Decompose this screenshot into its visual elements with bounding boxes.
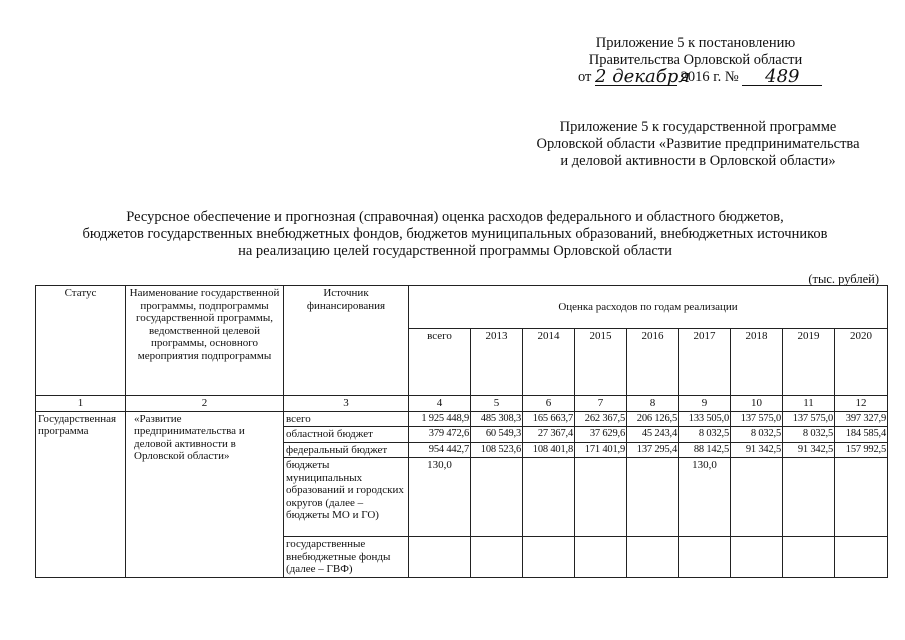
header-year-total: всего bbox=[409, 329, 471, 396]
source-cell: федеральный бюджет bbox=[284, 442, 409, 458]
source-cell: областной бюджет bbox=[284, 427, 409, 443]
value-cell: 206 126,5 bbox=[627, 411, 679, 427]
program-header bbox=[528, 119, 868, 170]
value-cell: 8 032,5 bbox=[679, 427, 731, 443]
value-cell: 954 442,7 bbox=[409, 442, 471, 458]
column-number: 7 bbox=[575, 396, 627, 412]
header-year-2018: 2018 bbox=[731, 329, 783, 396]
value-cell: 8 032,5 bbox=[783, 427, 835, 443]
column-number: 1 bbox=[36, 396, 126, 412]
value-cell bbox=[783, 458, 835, 537]
value-cell bbox=[835, 458, 888, 537]
value-cell: 108 401,8 bbox=[523, 442, 575, 458]
program-status: Государственная программа bbox=[36, 411, 126, 578]
program-name: «Развитие предпринимательства и деловой активности в Орловской области» bbox=[126, 411, 284, 578]
program-header-line3: и деловой активности в Орловской области» bbox=[560, 153, 836, 169]
from-prefix: от bbox=[578, 69, 592, 85]
table-row-total bbox=[36, 411, 888, 427]
resource-table bbox=[35, 285, 888, 578]
decree-header bbox=[578, 35, 813, 86]
column-number: 8 bbox=[627, 396, 679, 412]
column-number: 3 bbox=[284, 396, 409, 412]
header-name: Наименование государственной программы, подпрограммы государственной программы, ведомственной целевой программы, основного мероприятия подпрограммы bbox=[126, 286, 284, 396]
value-cell bbox=[627, 537, 679, 578]
decree-header-line2: Правительства Орловской области bbox=[588, 52, 803, 68]
header-source: Источник финансирования bbox=[284, 286, 409, 396]
column-number: 5 bbox=[471, 396, 523, 412]
value-cell: 485 308,3 bbox=[471, 411, 523, 427]
header-year-2014: 2014 bbox=[523, 329, 575, 396]
value-cell bbox=[731, 537, 783, 578]
value-cell: 88 142,5 bbox=[679, 442, 731, 458]
column-number: 10 bbox=[731, 396, 783, 412]
source-cell: государственные внебюджетные фонды (далее – ГВФ) bbox=[284, 537, 409, 578]
value-cell: 37 629,6 bbox=[575, 427, 627, 443]
value-cell: 91 342,5 bbox=[731, 442, 783, 458]
value-cell: 108 523,6 bbox=[471, 442, 523, 458]
value-cell bbox=[575, 537, 627, 578]
value-cell: 137 575,0 bbox=[783, 411, 835, 427]
value-cell: 137 575,0 bbox=[731, 411, 783, 427]
units-label: (тыс. рублей) bbox=[808, 272, 879, 286]
value-cell: 1 925 448,9 bbox=[409, 411, 471, 427]
value-cell: 45 243,4 bbox=[627, 427, 679, 443]
header-year-2019: 2019 bbox=[783, 329, 835, 396]
column-number: 6 bbox=[523, 396, 575, 412]
column-number: 11 bbox=[783, 396, 835, 412]
header-year-2017: 2017 bbox=[679, 329, 731, 396]
header-year-2020: 2020 bbox=[835, 329, 888, 396]
value-cell bbox=[835, 537, 888, 578]
title-line2: бюджетов государственных внебюджетных фондов, бюджетов муниципальных образований, внебюджетных источников bbox=[82, 226, 828, 242]
header-estimate: Оценка расходов по годам реализации bbox=[409, 286, 888, 329]
value-cell bbox=[523, 537, 575, 578]
column-number: 4 bbox=[409, 396, 471, 412]
value-cell: 157 992,5 bbox=[835, 442, 888, 458]
value-cell: 137 295,4 bbox=[627, 442, 679, 458]
header-year-2016: 2016 bbox=[627, 329, 679, 396]
source-cell: бюджеты муниципальных образований и городских округов (далее – бюджеты МО и ГО) bbox=[284, 458, 409, 537]
decree-date-line bbox=[578, 66, 813, 87]
header-year-2013: 2013 bbox=[471, 329, 523, 396]
header-row-1 bbox=[36, 286, 888, 329]
value-cell bbox=[471, 537, 523, 578]
value-cell bbox=[471, 458, 523, 537]
column-number: 2 bbox=[126, 396, 284, 412]
title-line1: Ресурсное обеспечение и прогнозная (справочная) оценка расходов федерального и областного бюджетов, bbox=[126, 209, 784, 225]
handwritten-number: 489 bbox=[742, 69, 822, 86]
source-cell: всего bbox=[284, 411, 409, 427]
year-text: 2016 г. № bbox=[680, 69, 739, 85]
value-cell: 60 549,3 bbox=[471, 427, 523, 443]
value-cell: 130,0 bbox=[409, 458, 471, 537]
header-status: Статус bbox=[36, 286, 126, 396]
value-cell: 91 342,5 bbox=[783, 442, 835, 458]
handwritten-date: 2 декабря bbox=[595, 66, 691, 87]
value-cell bbox=[627, 458, 679, 537]
value-cell bbox=[409, 537, 471, 578]
column-number: 12 bbox=[835, 396, 888, 412]
value-cell: 27 367,4 bbox=[523, 427, 575, 443]
decree-header-line1: Приложение 5 к постановлению bbox=[595, 35, 796, 51]
document-title bbox=[60, 209, 850, 260]
value-cell: 133 505,0 bbox=[679, 411, 731, 427]
program-header-line2: Орловской области «Развитие предпринимательства bbox=[536, 136, 860, 152]
program-header-line1: Приложение 5 к государственной программе bbox=[559, 119, 837, 135]
value-cell bbox=[575, 458, 627, 537]
value-cell: 130,0 bbox=[679, 458, 731, 537]
value-cell bbox=[679, 537, 731, 578]
value-cell bbox=[523, 458, 575, 537]
value-cell: 171 401,9 bbox=[575, 442, 627, 458]
value-cell: 379 472,6 bbox=[409, 427, 471, 443]
column-number: 9 bbox=[679, 396, 731, 412]
value-cell: 165 663,7 bbox=[523, 411, 575, 427]
value-cell bbox=[783, 537, 835, 578]
value-cell bbox=[731, 458, 783, 537]
header-year-2015: 2015 bbox=[575, 329, 627, 396]
value-cell: 262 367,5 bbox=[575, 411, 627, 427]
column-number-row bbox=[36, 396, 888, 412]
value-cell: 397 327,9 bbox=[835, 411, 888, 427]
value-cell: 8 032,5 bbox=[731, 427, 783, 443]
value-cell: 184 585,4 bbox=[835, 427, 888, 443]
title-line3: на реализацию целей государственной программы Орловской области bbox=[238, 243, 672, 259]
